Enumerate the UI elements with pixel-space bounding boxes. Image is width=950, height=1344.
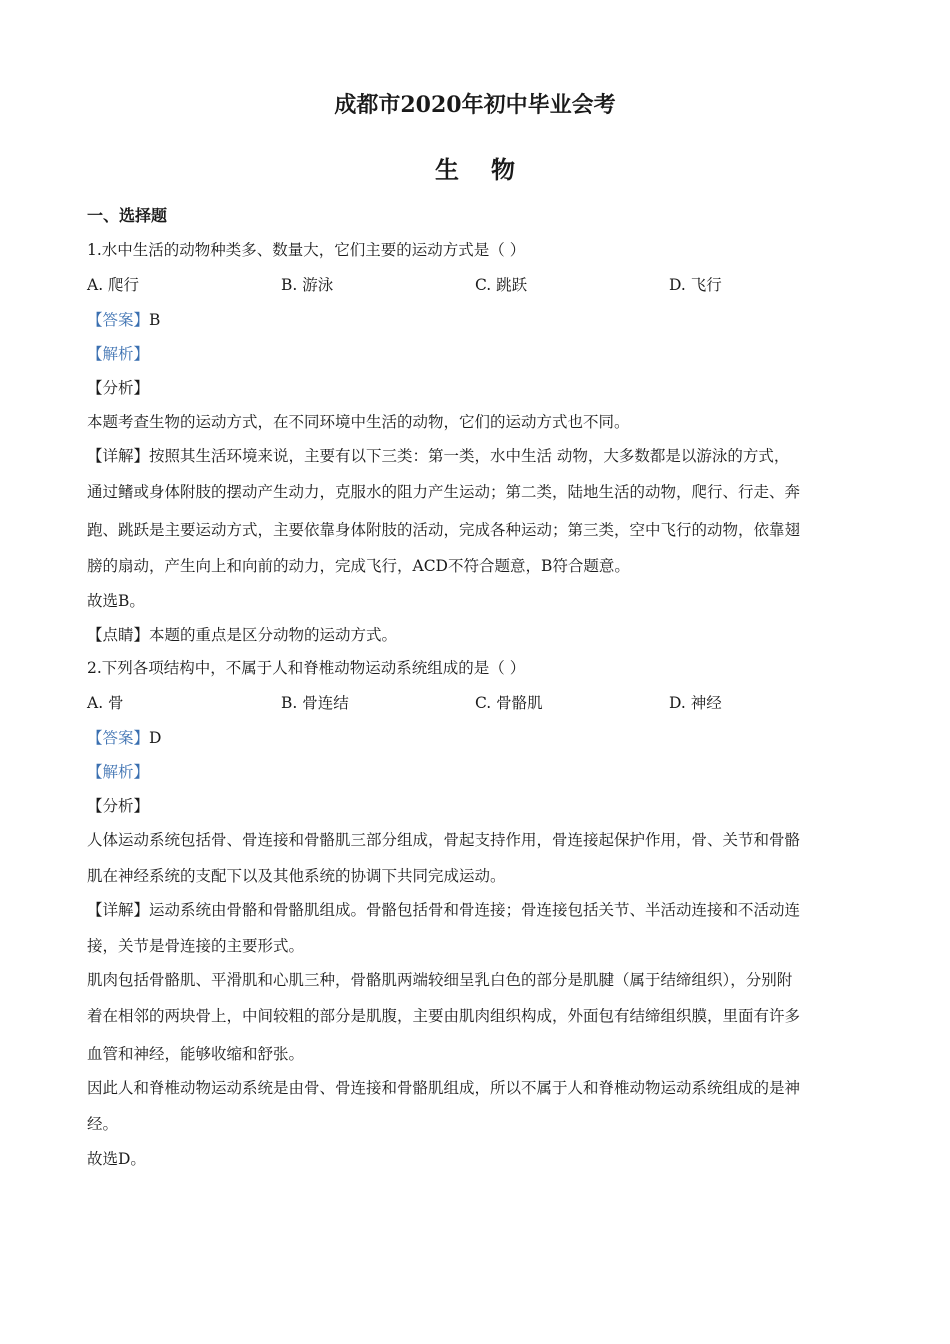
q1-option-c: C. 跳跃 <box>475 276 528 294</box>
q1-point: 【点睛】本题的重点是区分动物的运动方式。 <box>87 626 398 644</box>
q2-detail-line: 接，关节是骨连接的主要形式。 <box>87 937 305 955</box>
q1-detail-line: 跑、跳跃是主要运动方式，主要依靠身体附肢的活动，完成各种运动；第三类，空中飞行的动物，依靠翅 <box>87 521 801 539</box>
q1-detail-line: 【详解】按照其生活环境来说，主要有以下三类：第一类，水中生活 动物，大多数都是以游泳的方式， <box>87 447 790 465</box>
answer-tag: 【答案】 <box>87 729 150 747</box>
answer-tag: 【答案】 <box>87 311 150 329</box>
q1-detail-line: 膀的扇动，产生向上和向前的动力，完成飞行，ACD不符合题意，B符合题意。 <box>87 557 630 575</box>
q2-option-c: C. 骨骼肌 <box>475 694 543 712</box>
q2-fenxi-line: 肌在神经系统的支配下以及其他系统的协调下共同完成运动。 <box>87 867 506 885</box>
subject-title: 生物 <box>435 155 547 184</box>
q2-conclusion: 故选D。 <box>87 1150 146 1168</box>
analysis-tag: 【解析】 <box>87 345 150 363</box>
q1-option-a: A. 爬行 <box>87 276 140 294</box>
question-2-stem: 2.下列各项结构中，不属于人和脊椎动物运动系统组成的是（ ） <box>87 659 526 677</box>
q2-detail-line: 【详解】运动系统由骨骼和骨骼肌组成。骨骼包括骨和骨连接；骨连接包括关节、半活动连接和不活动连 <box>87 901 801 919</box>
fenxi-tag: 【分析】 <box>87 379 150 397</box>
q2-option-b: B. 骨连结 <box>281 694 349 712</box>
q2-detail-line: 着在相邻的两块骨上，中间较粗的部分是肌腹，主要由肌肉组织构成，外面包有结缔组织膜，里面有许多 <box>87 1007 801 1025</box>
q2-answer: D <box>149 729 162 747</box>
q1-fenxi-text: 本题考查生物的运动方式，在不同环境中生活的动物，它们的运动方式也不同。 <box>87 413 630 431</box>
analysis-tag: 【解析】 <box>87 763 150 781</box>
section-heading: 一、选择题 <box>87 206 168 225</box>
fenxi-tag: 【分析】 <box>87 797 150 815</box>
q2-option-d: D. 神经 <box>669 694 722 712</box>
q1-option-b: B. 游泳 <box>281 276 334 294</box>
q1-answer: B <box>149 311 161 329</box>
q2-answer-line <box>87 727 867 749</box>
q2-detail-line: 肌肉包括骨骼肌、平滑肌和心肌三种，骨骼肌两端较细呈乳白色的部分是肌腱（属于结缔组织），分别附 <box>87 971 793 989</box>
q2-option-a: A. 骨 <box>87 694 124 712</box>
q2-detail-line: 因此人和脊椎动物运动系统是由骨、骨连接和骨骼肌组成，所以不属于人和脊椎动物运动系统组成的是神 <box>87 1079 801 1097</box>
exam-title: 成都市2020年初中毕业会考 <box>334 92 616 118</box>
q1-detail-line: 通过鳍或身体附肢的摆动产生动力，克服水的阻力产生运动；第二类，陆地生活的动物，爬行、行走、奔 <box>87 483 801 501</box>
q1-option-d: D. 飞行 <box>669 276 722 294</box>
q2-fenxi-line: 人体运动系统包括骨、骨连接和骨骼肌三部分组成，骨起支持作用，骨连接起保护作用，骨、关节和骨骼 <box>87 831 801 849</box>
question-1-stem: 1.水中生活的动物种类多、数量大，它们主要的运动方式是（ ） <box>87 241 526 259</box>
q1-conclusion: 故选B。 <box>87 592 145 610</box>
q2-detail-line: 血管和神经，能够收缩和舒张。 <box>87 1045 305 1063</box>
q1-answer-line <box>87 309 867 331</box>
q2-detail-line: 经。 <box>87 1115 119 1133</box>
